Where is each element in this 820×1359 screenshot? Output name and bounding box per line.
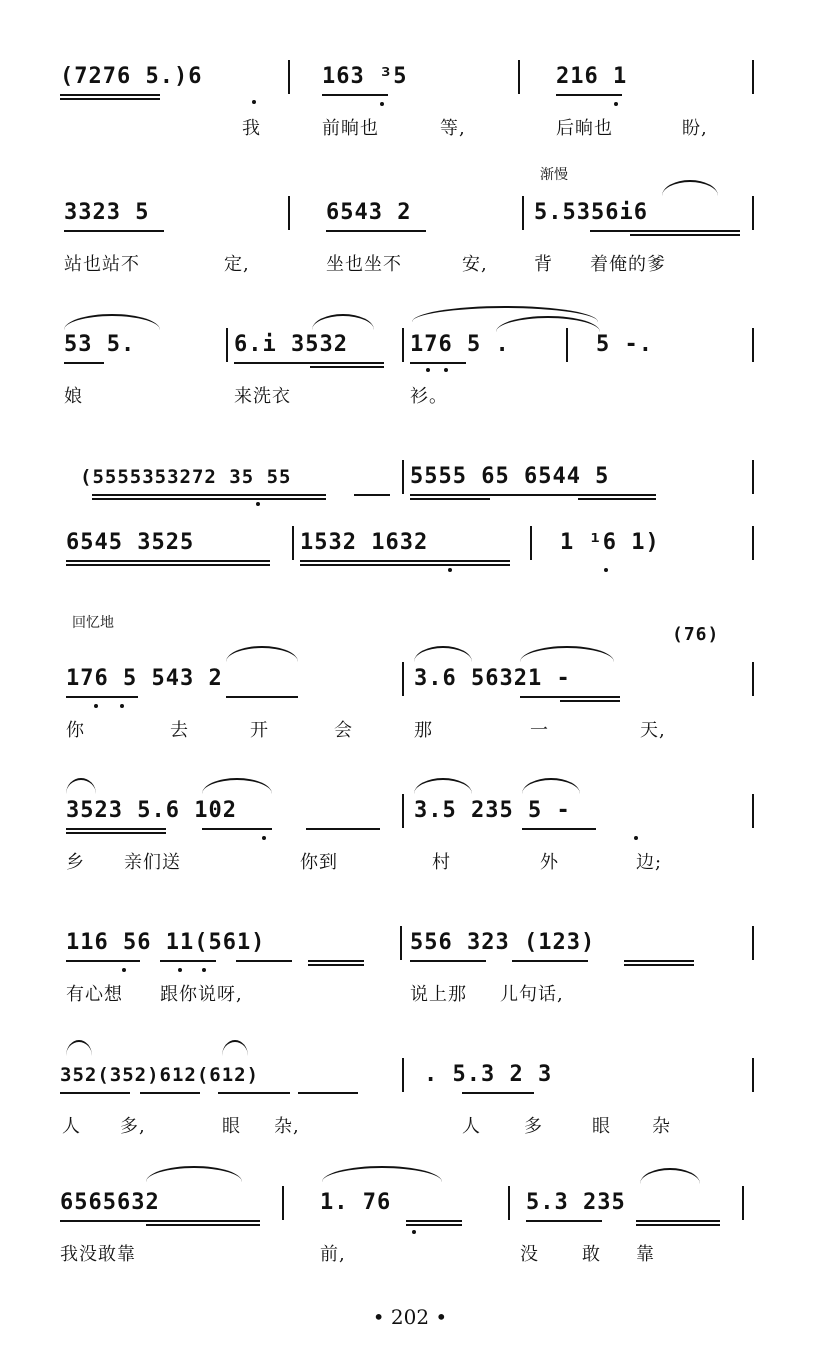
notation-measure: 176 5 . <box>410 332 510 357</box>
lyric: 有心想 <box>66 984 123 1005</box>
beam-line <box>560 700 620 702</box>
lyric: 眼 <box>592 1116 611 1137</box>
beam-line <box>578 498 656 500</box>
beam-line <box>64 362 104 364</box>
bar-line <box>522 196 524 230</box>
beam-line <box>410 362 466 364</box>
beam-line <box>92 494 326 496</box>
octave-dot <box>262 836 266 840</box>
notation-measure: 163 ³5 <box>322 64 408 89</box>
beam-line <box>624 964 694 966</box>
grace-notes: (76) <box>672 624 720 645</box>
bar-line <box>292 526 294 560</box>
octave-dot <box>380 102 384 106</box>
lyric: 我 <box>242 118 261 139</box>
beam-line <box>306 828 380 830</box>
bar-line <box>288 60 290 94</box>
octave-dot <box>634 836 638 840</box>
slur <box>520 646 614 662</box>
notation-measure: 5.3 235 <box>526 1190 626 1215</box>
octave-dot <box>412 1230 416 1234</box>
notation-measure: 5 -. <box>596 332 653 357</box>
bar-line <box>530 526 532 560</box>
beam-line <box>146 1224 260 1226</box>
beam-line <box>522 828 596 830</box>
lyric: 没 <box>520 1244 539 1265</box>
beam-line <box>520 696 620 698</box>
bar-line <box>518 60 520 94</box>
beam-line <box>298 1092 358 1094</box>
slur <box>322 1166 442 1182</box>
slur <box>64 314 160 330</box>
beam-line <box>234 362 384 364</box>
beam-line <box>218 1092 290 1094</box>
bar-line <box>752 196 754 230</box>
tempo-marking: 回忆地 <box>72 615 114 631</box>
beam-line <box>636 1224 720 1226</box>
lyric: 开 <box>250 720 269 741</box>
slur <box>312 314 374 330</box>
lyric: 那 <box>414 720 433 741</box>
notation-measure: 1. 76 <box>320 1190 392 1215</box>
bar-line <box>226 328 228 362</box>
lyric: 来洗衣 <box>234 386 291 407</box>
slur <box>640 1168 700 1184</box>
beam-line <box>526 1220 602 1222</box>
notation-measure: (7276 5.)6 <box>60 64 203 89</box>
bar-line <box>752 328 754 362</box>
tempo-marking: 渐慢 <box>540 167 568 183</box>
lyric: 杂, <box>274 1116 300 1137</box>
lyric: 杂 <box>652 1116 671 1137</box>
beam-line <box>310 366 384 368</box>
beam-line <box>300 564 510 566</box>
beam-line <box>300 560 510 562</box>
lyric: 前, <box>320 1244 346 1265</box>
octave-dot <box>94 704 98 708</box>
notation-measure: 352(352)612(612) <box>60 1064 260 1086</box>
beam-line <box>590 230 740 232</box>
lyric: 天, <box>640 720 666 741</box>
slur <box>146 1166 242 1182</box>
beam-line <box>354 494 390 496</box>
beam-line <box>60 1092 130 1094</box>
notation-measure: 6543 2 <box>326 200 412 225</box>
slur <box>66 778 96 794</box>
octave-dot <box>178 968 182 972</box>
beam-line <box>66 832 166 834</box>
lyric: 后晌也 <box>556 118 613 139</box>
notation-measure: 3523 5.6 102 <box>66 798 237 823</box>
bar-line <box>508 1186 510 1220</box>
beam-line <box>410 494 656 496</box>
bar-line <box>752 526 754 560</box>
slur <box>66 1040 92 1056</box>
beam-line <box>66 828 166 830</box>
octave-dot <box>202 968 206 972</box>
beam-line <box>226 696 298 698</box>
lyric: 多, <box>120 1116 146 1137</box>
beam-line <box>636 1220 720 1222</box>
beam-line <box>66 564 270 566</box>
lyric: 跟你说呀, <box>160 984 243 1005</box>
octave-dot <box>122 968 126 972</box>
bar-line <box>282 1186 284 1220</box>
beam-line <box>410 498 490 500</box>
notation-measure: 556 323 (123) <box>410 930 596 955</box>
lyric: 一 <box>530 720 549 741</box>
beam-line <box>66 696 138 698</box>
beam-line <box>60 98 160 100</box>
lyric: 娘 <box>64 386 83 407</box>
octave-dot <box>448 568 452 572</box>
lyric: 靠 <box>636 1244 655 1265</box>
beam-line <box>512 960 588 962</box>
beam-line <box>236 960 292 962</box>
bar-line <box>402 1058 404 1092</box>
octave-dot <box>256 502 260 506</box>
notation-measure: 6545 3525 <box>66 530 195 555</box>
lyric: 站也站不 <box>64 254 140 275</box>
notation-measure: 116 56 11(561) <box>66 930 266 955</box>
bar-line <box>400 926 402 960</box>
notation-measure: 3.5 235 5 - <box>414 798 571 823</box>
beam-line <box>140 1092 200 1094</box>
slur <box>414 778 472 794</box>
notation-measure: 216 1 <box>556 64 628 89</box>
beam-line <box>410 960 486 962</box>
bar-line <box>752 460 754 494</box>
bar-line <box>752 60 754 94</box>
bar-line <box>752 662 754 696</box>
lyric: 亲们送 <box>124 852 181 873</box>
lyric: 人 <box>462 1116 481 1137</box>
slur <box>226 646 298 662</box>
beam-line <box>202 828 272 830</box>
bar-line <box>566 328 568 362</box>
beam-line <box>322 94 388 96</box>
beam-line <box>308 964 364 966</box>
lyric: 背 <box>534 254 553 275</box>
lyric: 盼, <box>682 118 708 139</box>
lyric: 你到 <box>300 852 338 873</box>
page-number: • 202 • <box>372 1305 448 1329</box>
octave-dot <box>426 368 430 372</box>
bar-line <box>752 926 754 960</box>
lyric: 着俺的爹 <box>590 254 666 275</box>
bar-line <box>402 794 404 828</box>
octave-dot <box>604 568 608 572</box>
slur <box>522 778 580 794</box>
lyric: 坐也坐不 <box>326 254 402 275</box>
lyric: 定, <box>224 254 250 275</box>
bar-line <box>752 1058 754 1092</box>
slur <box>662 180 718 196</box>
beam-line <box>66 960 140 962</box>
octave-dot <box>444 368 448 372</box>
lyric: 外 <box>540 852 559 873</box>
lyric: 你 <box>66 720 85 741</box>
notation-measure: 5.5356i6 <box>534 200 648 225</box>
beam-line <box>406 1224 462 1226</box>
lyric: 儿句话, <box>500 984 564 1005</box>
notation-measure: 53 5. <box>64 332 136 357</box>
lyric: 安, <box>462 254 488 275</box>
beam-line <box>556 94 622 96</box>
bar-line <box>402 460 404 494</box>
notation-measure: . 5.3 2 3 <box>424 1062 553 1087</box>
lyric: 人 <box>62 1116 81 1137</box>
notation-measure: 3.6 56321 - <box>414 666 571 691</box>
lyric: 眼 <box>222 1116 241 1137</box>
bar-line <box>402 662 404 696</box>
bar-line <box>288 196 290 230</box>
octave-dot <box>120 704 124 708</box>
lyric: 说上那 <box>410 984 467 1005</box>
lyric: 等, <box>440 118 466 139</box>
beam-line <box>308 960 364 962</box>
lyric: 村 <box>432 852 451 873</box>
beam-line <box>60 94 160 96</box>
lyric: 去 <box>170 720 189 741</box>
lyric: 乡 <box>66 852 85 873</box>
lyric: 边; <box>636 852 663 873</box>
bar-line <box>752 794 754 828</box>
lyric: 会 <box>334 720 353 741</box>
lyric: 我没敢靠 <box>60 1244 136 1265</box>
notation-measure: 1 ¹6 1) <box>560 530 660 555</box>
beam-line <box>630 234 740 236</box>
lyric: 前晌也 <box>322 118 379 139</box>
beam-line <box>406 1220 462 1222</box>
beam-line <box>64 230 164 232</box>
beam-line <box>92 498 326 500</box>
slur <box>414 646 472 662</box>
notation-measure: 176 5 543 2 <box>66 666 223 691</box>
bar-line <box>742 1186 744 1220</box>
notation-measure: 1532 1632 <box>300 530 429 555</box>
beam-line <box>462 1092 534 1094</box>
beam-line <box>60 1220 260 1222</box>
octave-dot <box>252 100 256 104</box>
beam-line <box>326 230 426 232</box>
octave-dot <box>614 102 618 106</box>
lyric: 多 <box>524 1116 543 1137</box>
notation-measure: 6.i 3532 <box>234 332 348 357</box>
slur <box>202 778 272 794</box>
slur <box>222 1040 248 1056</box>
beam-line <box>624 960 694 962</box>
lyric: 衫。 <box>410 386 448 407</box>
lyric: 敢 <box>582 1244 601 1265</box>
notation-measure: 3323 5 <box>64 200 150 225</box>
notation-measure: (5555353272 35 55 <box>80 466 292 488</box>
beam-line <box>66 560 270 562</box>
notation-measure: 5555 65 6544 5 <box>410 464 610 489</box>
beam-line <box>160 960 216 962</box>
bar-line <box>402 328 404 362</box>
notation-measure: 6565632 <box>60 1190 160 1215</box>
